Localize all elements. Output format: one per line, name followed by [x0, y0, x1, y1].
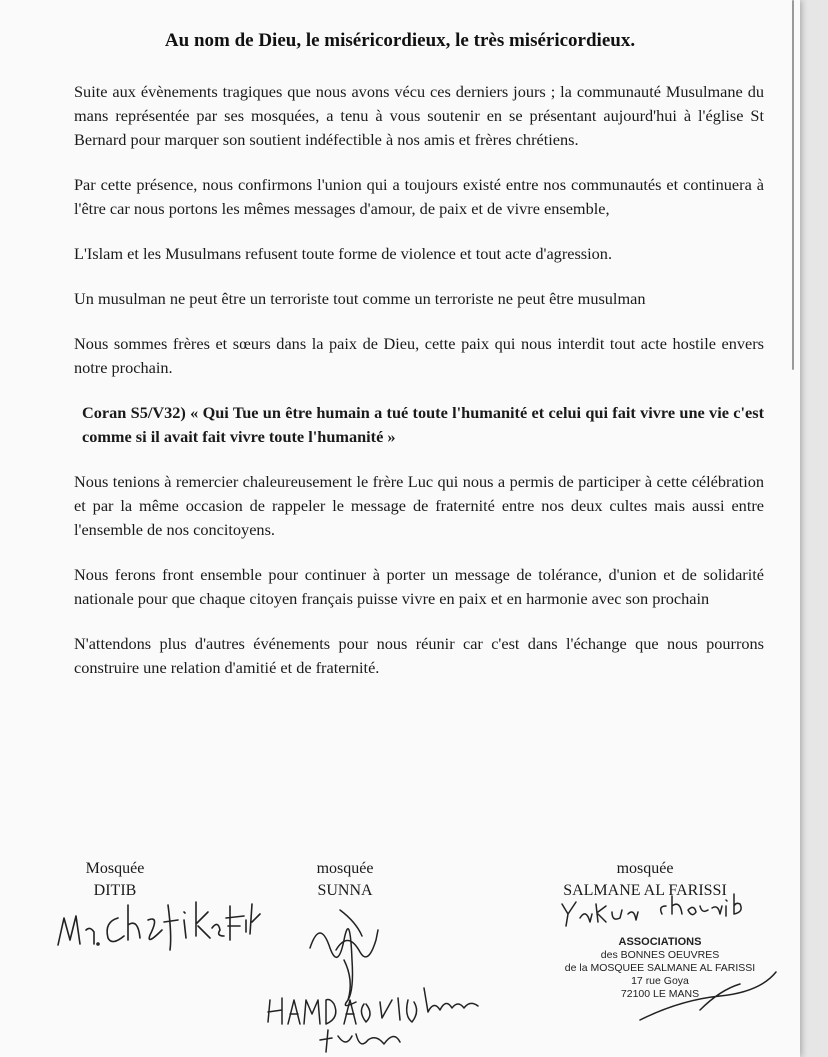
paragraph: Nous tenions à remercier chaleureusement le frère Luc qui nous a permis de participer à cette célébration et par la même occasion de rappeler le message de fraternité entre nos deux cultes mais aussi entre l'ensemble de nos concitoyens.: [74, 472, 764, 539]
paragraph: Par cette présence, nous confirmons l'union qui a toujours existé entre nos communautés et continuera à l'être car nous portons les mêmes messages d'amour, de paix et de vivre ensemble,: [74, 175, 764, 218]
paragraph: Nous sommes frères et sœurs dans la paix de Dieu, cette paix qui nous interdit tout acte hostile envers notre prochain.: [74, 334, 764, 377]
signature-name: SALMANE AL FARISSI: [563, 882, 727, 899]
stamp-line: de la MOSQUEE SALMANE AL FARISSI: [564, 962, 756, 974]
association-stamp: [560, 936, 760, 1001]
paragraph: Un musulman ne peut être un terroriste tout comme un terroriste ne peut être musulman: [74, 289, 646, 308]
quran-quote: Coran S5/V32) « Qui Tue un être humain a tué toute l'humanité et celui qui fait vivre une vie c'est comme si il avait fait vivre toute l'humanité »: [82, 403, 764, 446]
stamp-line: 72100 LE MANS: [620, 988, 700, 1000]
paragraph: Nous ferons front ensemble pour continuer à porter un message de tolérance, d'union et de solidarité nationale pour que chaque citoyen français puisse vivre en paix et en harmonie avec son prochain: [74, 565, 764, 608]
stamp-line: des BONNES OEUVRES: [600, 949, 720, 961]
signature-label: Mosquée: [85, 860, 145, 877]
stamp-line: 17 rue Goya: [631, 975, 689, 987]
paragraph: N'attendons plus d'autres événements pour nous réunir car c'est dans l'échange que nous pourrons construire une relation d'amitié et de fraternité.: [74, 634, 764, 677]
signature-label: mosquée: [616, 860, 674, 877]
document-title: Au nom de Dieu, le miséricordieux, le très miséricordieux.: [164, 30, 636, 51]
signature-name: DITIB: [93, 882, 137, 899]
stamp-line: ASSOCIATIONS: [618, 936, 702, 948]
signature-name: SUNNA: [317, 882, 373, 899]
signature-label: mosquée: [316, 860, 374, 877]
paragraph: Suite aux évènements tragiques que nous avons vécu ces derniers jours ; la communauté Musulmane du mans représentée par ses mosquées, a tenu à vous soutenir en se présentant aujourd'hui à l'église St Bernard pour marquer son soutient indéfectible à nos amis et frères chrétiens.: [74, 82, 764, 149]
paragraph: L'Islam et les Musulmans refusent toute forme de violence et tout acte d'agression.: [74, 244, 613, 263]
